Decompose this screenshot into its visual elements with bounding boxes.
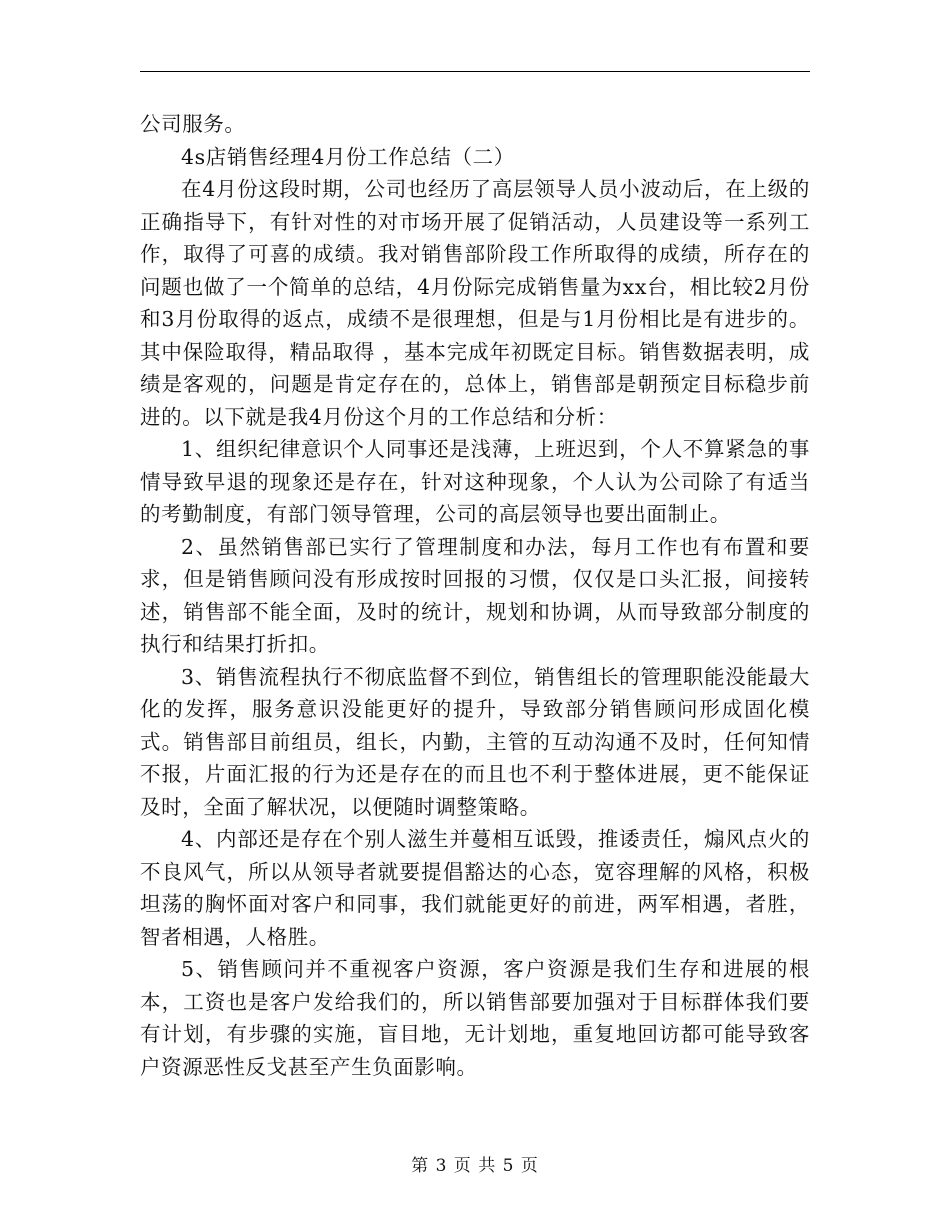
document-body bbox=[140, 108, 810, 1083]
paragraph-intro: 在4月份这段时期，公司也经历了高层领导人员小波动后，在上级的正确指导下，有针对性的对市场开展了促销活动，人员建设等一系列工作，取得了可喜的成绩。我对销售部阶段工作所取得的成绩，所存在的问题也做了一个简单的总结，4月份际完成销售量为xx台，相比较2月份和3月份取得的返点，成绩不是很理想，但是与1月份相比是有进步的。其中保险取得，精品取得 ，基本完成年初既定目标。销售数据表明，成绩是客观的，问题是肯定存在的，总体上，销售部是朝预定目标稳步前进的。以下就是我4月份这个月的工作总结和分析： bbox=[140, 177, 810, 429]
page-number-footer: 第 3 页 共 5 页 bbox=[411, 1156, 539, 1176]
paragraph-continuation: 公司服务。 bbox=[140, 112, 246, 136]
paragraph-item-3: 3、销售流程执行不彻底监督不到位，销售组长的管理职能没能最大化的发挥，服务意识没能更好的提升，导致部分销售顾问形成固化模式。销售部目前组员，组长，内勤，主管的互动沟通不及时，任何知情不报，片面汇报的行为还是存在的而且也不利于整体进展，更不能保证及时，全面了解状况，以便随时调整策略。 bbox=[140, 664, 810, 819]
paragraph-item-4: 4、内部还是存在个别人滋生并蔓相互诋毁，推诿责任，煽风点火的不良风气，所以从领导者就要提倡豁达的心态，宽容理解的风格，积极坦荡的胸怀面对客户和同事，我们就能更好的前进，两军相遇，者胜，智者相遇，人格胜。 bbox=[140, 827, 810, 949]
paragraph-item-1: 1、组织纪律意识个人同事还是浅薄，上班迟到，个人不算紧急的事情导致早退的现象还是存在，针对这种现象，个人认为公司除了有适当的考勤制度，有部门领导管理，公司的高层领导也要出面制止。 bbox=[140, 437, 810, 526]
section-title: 4s店销售经理4月份工作总结（二） bbox=[181, 144, 515, 169]
header-rule bbox=[140, 71, 810, 72]
paragraph-item-2: 2、虽然销售部已实行了管理制度和办法，每月工作也有布置和要求，但是销售顾问没有形成按时回报的习惯，仅仅是口头汇报，间接转述，销售部不能全面，及时的统计，规划和协调，从而导致部分制度的执行和结果打折扣。 bbox=[140, 534, 810, 656]
paragraph-item-5: 5、销售顾问并不重视客户资源，客户资源是我们生存和进展的根本，工资也是客户发给我们的，所以销售部要加强对于目标群体我们要有计划，有步骤的实施，盲目地，无计划地，重复地回访都可能导致客户资源恶性反戈甚至产生负面影响。 bbox=[140, 957, 810, 1079]
